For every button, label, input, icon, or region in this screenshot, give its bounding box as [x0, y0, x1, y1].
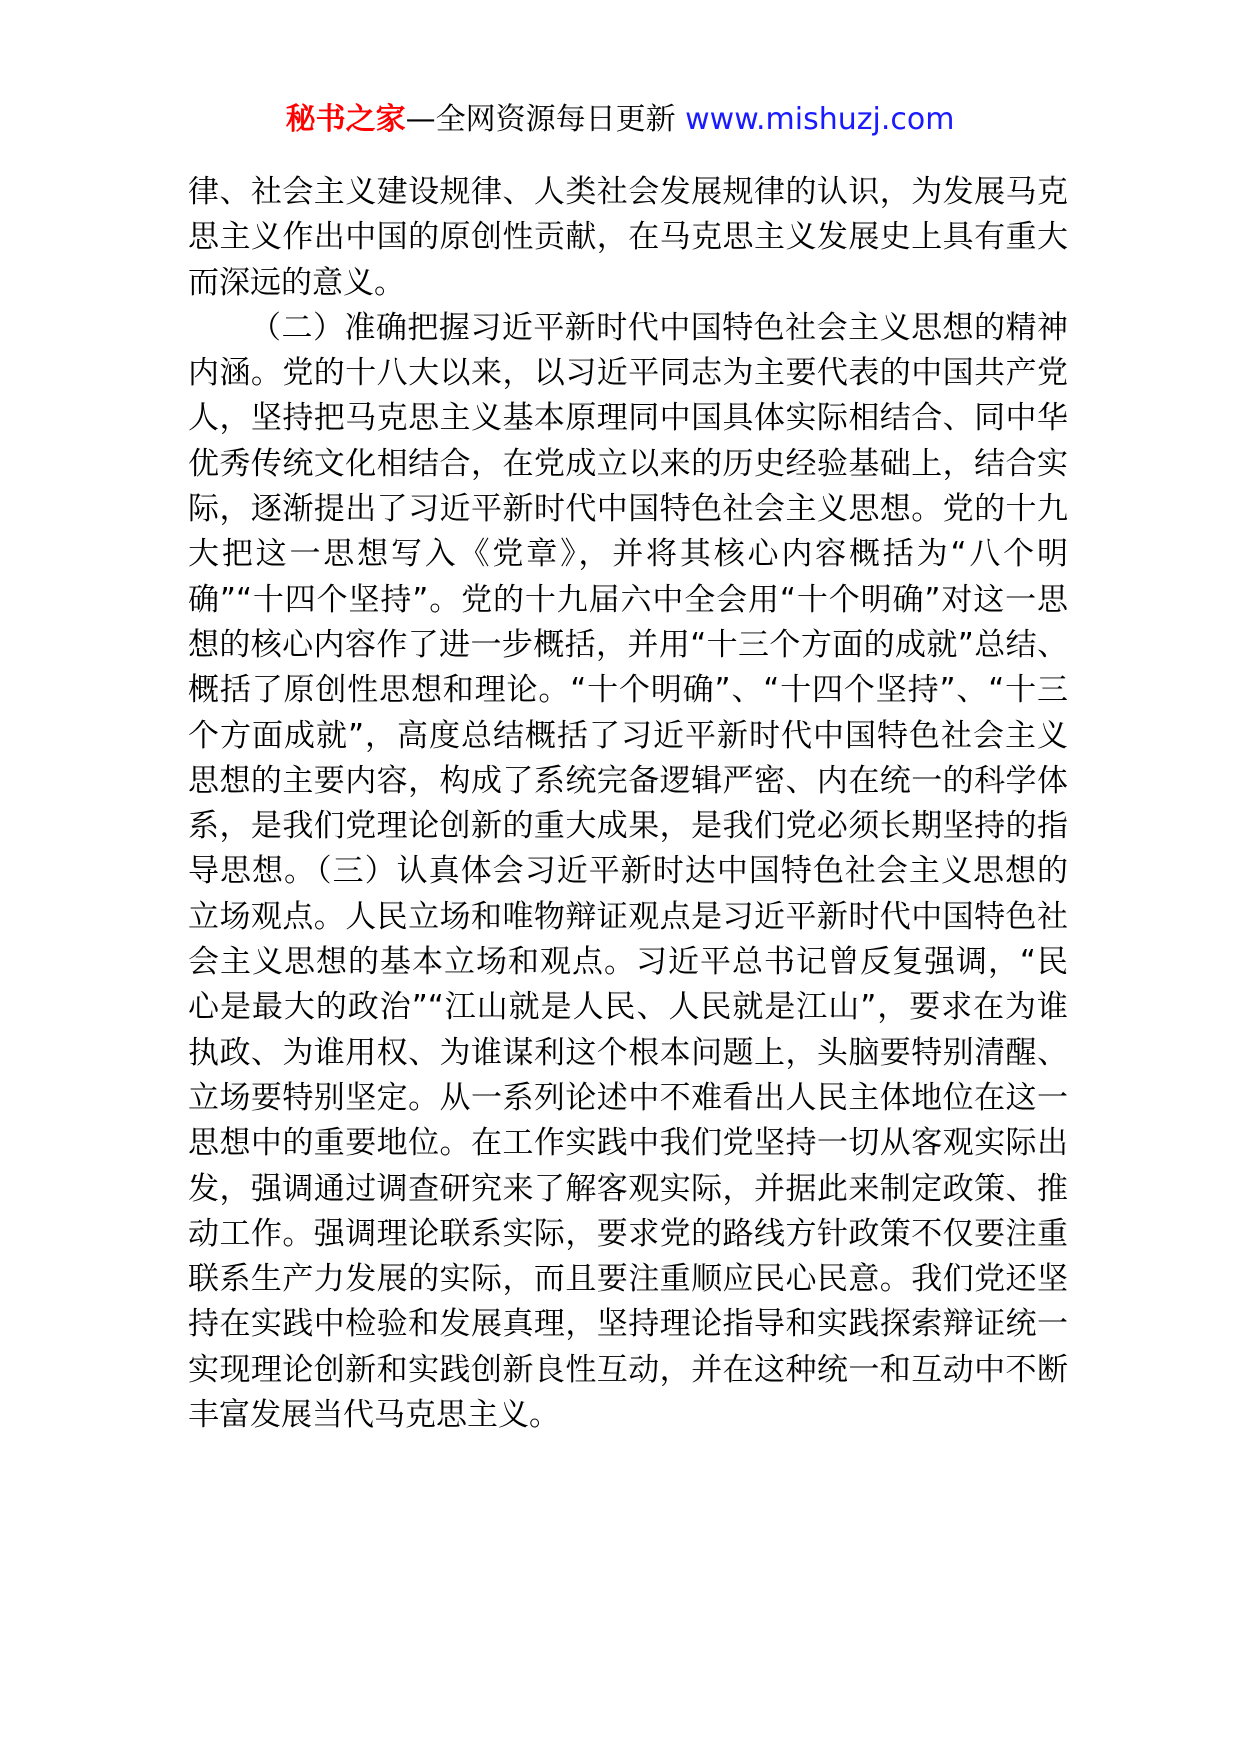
paragraph-section-two: （二）准确把握习近平新时代中国特色社会主义思想的精神内涵。党的十八大以来，以习近平同志为主要代表的中国共产党人，坚持把马克思主义基本原理同中国具体实际相结合、同中华优秀传统文化相结合，在党成立以来的历史经验基础上，结合实际，逐渐提出了习近平新时代中国特色社会主义思想。党的十九大把这一思想写入《党章》，并将其核心内容概括为“八个明确”“十四个坚持”。党的十九届六中全会用“十个明确”对这一思想的核心内容作了进一步概括，并用“十三个方面的成就”总结、概括了原创性思想和理论。“十个明确”、“十四个坚持”、“十三个方面成就”，高度总结概括了习近平新时代中国特色社会主义思想的主要内容，构成了系统完备逻辑严密、内在统一的科学体系，是我们党理论创新的重大成果，是我们党必须长期坚持的指导思想。（三）认真体会习近平新时达中国特色社会主义思想的立场观点。人民立场和唯物辩证观点是习近平新时代中国特色社会主义思想的基本立场和观点。习近平总书记曾反复强调，“民心是最大的政治”“江山就是人民、人民就是江山”，要求在为谁执政、为谁用权、为谁谋利这个根本问题上，头脑要特别清醒、立场要特别坚定。从一系列论述中不难看出人民主体地位在这一思想中的重要地位。在工作实践中我们党坚持一切从客观实际出发，强调通过调查研究来了解客观实际，并据此来制定政策、推动工作。强调理论联系实际，要求党的路线方针政策不仅要注重联系生产力发展的实际，而且要注重顺应民心民意。我们党还坚持在实践中检验和发展真理，坚持理论指导和实践探索辩证统一实现理论创新和实践创新良性互动，并在这种统一和互动中不断丰富发展当代马克思主义。	[188, 309, 1068, 1434]
site-url-link[interactable]: www.mishuzj.com	[685, 102, 955, 137]
site-brand: 秘书之家	[285, 102, 406, 137]
paragraph-continuation: 律、社会主义建设规律、人类社会发展规律的认识，为发展马克思主义作出中国的原创性贡献，在马克思主义发展史上具有重大而深远的意义。	[188, 174, 1068, 301]
document-body	[188, 170, 1068, 1438]
site-tagline: —全网资源每日更新	[405, 102, 686, 137]
site-header	[0, 100, 1240, 140]
